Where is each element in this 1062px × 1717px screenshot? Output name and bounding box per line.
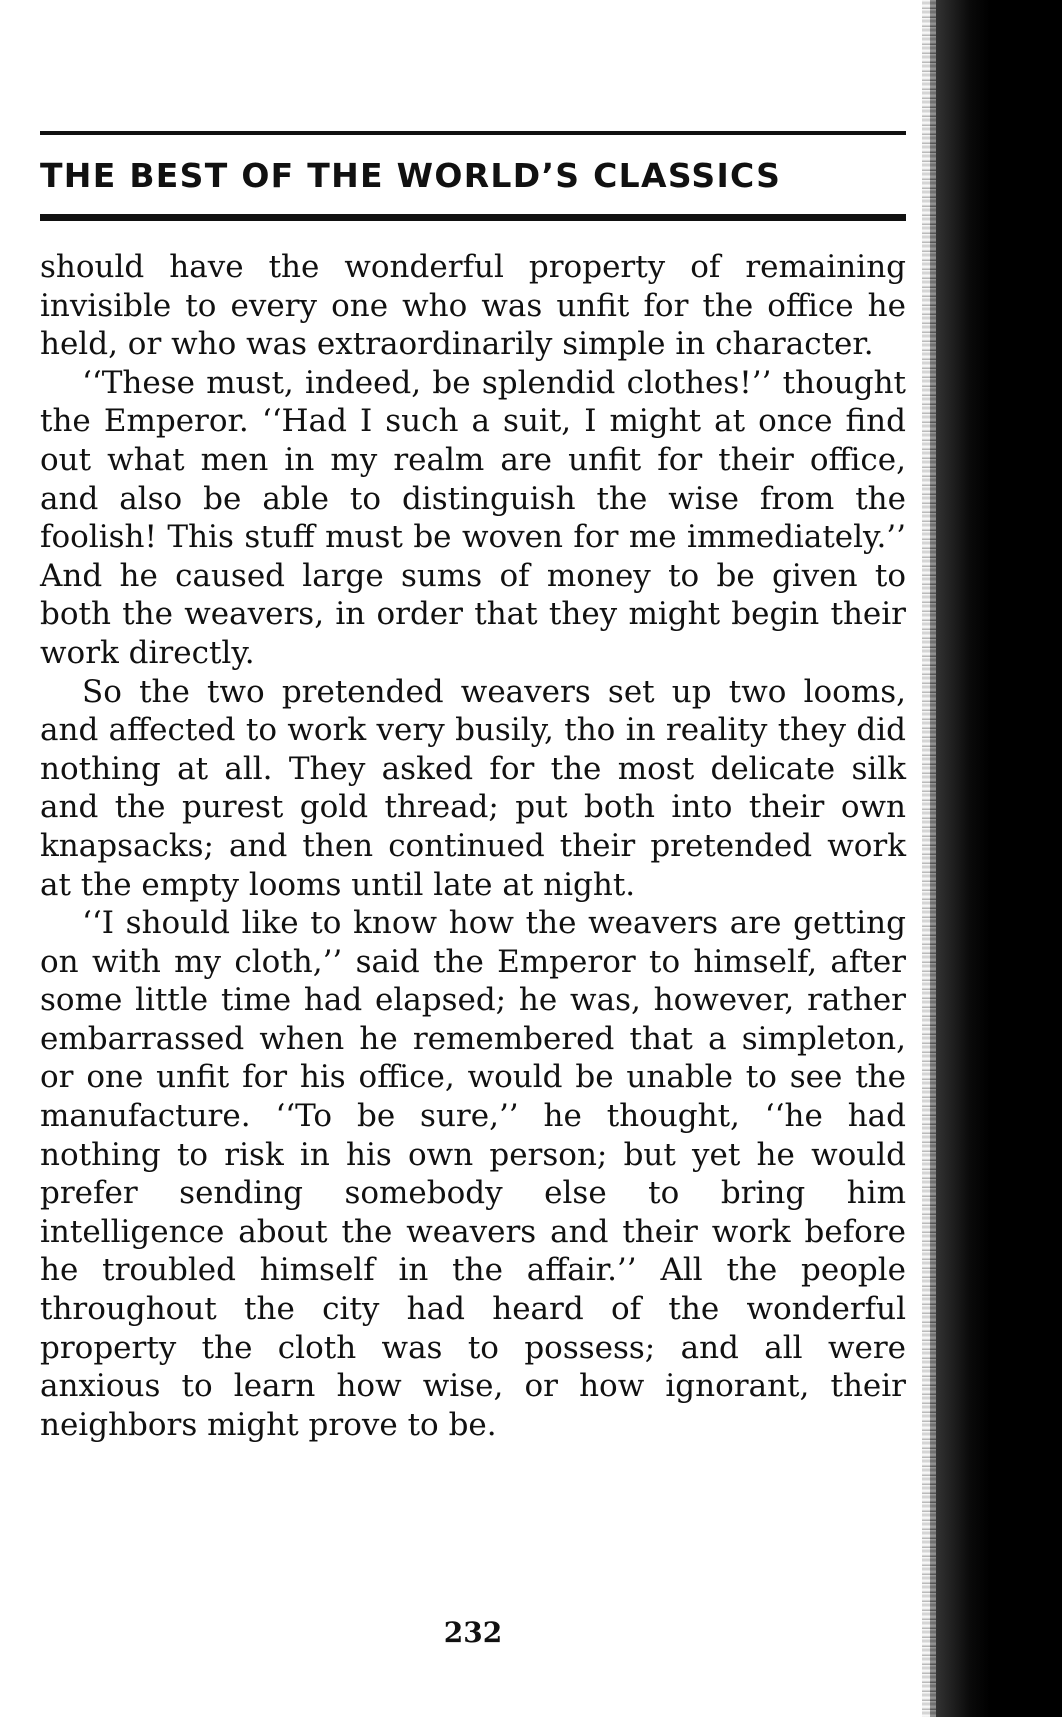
body-text (40, 248, 906, 1444)
paragraph: ‘‘I should like to know how the weavers are getting on with my cloth,’’ said the Emperor to himself, after some little time had elapsed; he was, however, rather embarrassed when he remembered that a simpleton, or one unfit for his office, would be unable to see the manufacture. ‘‘To be sure,’’ he thought, ‘‘he had nothing to risk in his own person; but yet he would prefer sending somebody else to bring him intelligence about the weavers and their work before he troubled himself in the affair.’’ All the people throughout the city had heard of the wonderful property the cloth was to possess; and all were anxious to learn how wise, or how ignorant, their neighbors might prove to be. (40, 905, 906, 1443)
scan-edge-shadow (930, 0, 1062, 1717)
top-rule (40, 131, 906, 135)
header-rule (40, 214, 906, 221)
paragraph: So the two pretended weavers set up two looms, and affected to work very busily, tho in reality they did nothing at all. They asked for the most delicate silk and the purest gold thread; put both into their own knapsacks; and then continued their pretended work at the empty looms until late at night. (40, 673, 906, 903)
running-title: THE BEST OF THE WORLD’S CLASSICS (40, 156, 782, 195)
page-number: 232 (443, 1616, 503, 1649)
paragraph: should have the wonderful property of remaining invisible to every one who was unfit for the office he held, or who was extraordinarily simple in character. (40, 249, 906, 363)
paragraph: ‘‘These must, indeed, be splendid clothes!’’ thought the Emperor. ‘‘Had I such a suit, I might at once find out what men in my realm are unfit for their office, and also be able to distinguish the wise from the foolish! This stuff must be woven for me immediately.’’ And he caused large sums of money to be given to both the weavers, in order that they might begin their work directly. (40, 364, 906, 671)
